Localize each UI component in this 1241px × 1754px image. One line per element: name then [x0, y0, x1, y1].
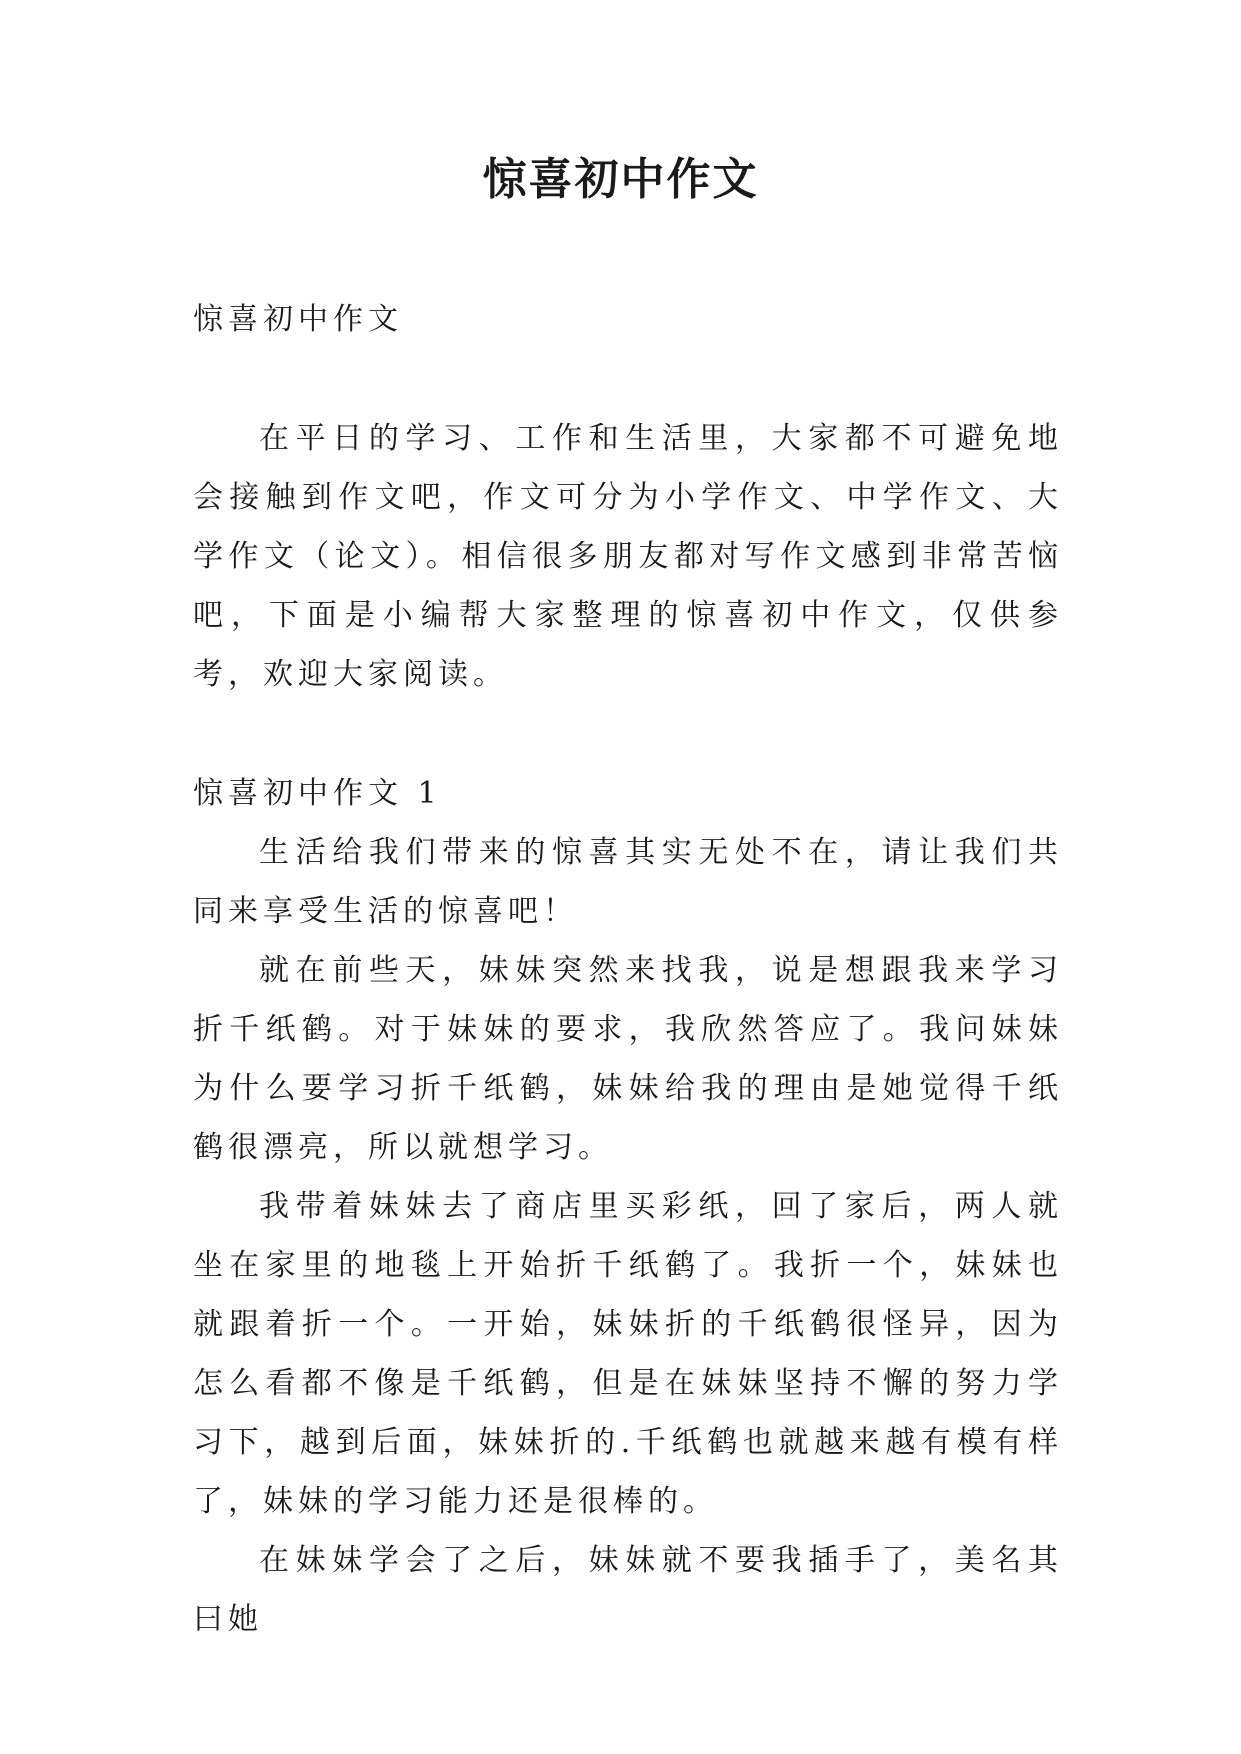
body-paragraph: 生活给我们带来的惊喜其实无处不在，请让我们共同来享受生活的惊喜吧！: [193, 835, 1063, 929]
section-heading: 惊喜初中作文 1: [193, 776, 442, 811]
body-paragraph: 在妹妹学会了之后，妹妹就不要我插手了，美名其曰她: [193, 1543, 1063, 1637]
intro-paragraph: 在平日的学习、工作和生活里，大家都不可避免地会接触到作文吧，作文可分为小学作文、中学作文、大学作文（论文）。相信很多朋友都对写作文感到非常苦恼吧，下面是小编帮大家整理的惊喜初中作文，仅供参考，欢迎大家阅读。: [193, 421, 1063, 692]
document-subtitle: 惊喜初中作文: [193, 302, 403, 337]
document-title: 惊喜初中作文: [482, 154, 759, 205]
body-paragraph: 我带着妹妹去了商店里买彩纸，回了家后，两人就坐在家里的地毯上开始折千纸鹤了。我折一个，妹妹也就跟着折一个。一开始，妹妹折的千纸鹤很怪异，因为怎么看都不像是千纸鹤，但是在妹妹坚持不懈的努力学习下，越到后面，妹妹折的.千纸鹤也就越来越有模有样了，妹妹的学习能力还是很棒的。: [193, 1189, 1063, 1519]
body-paragraph: 就在前些天，妹妹突然来找我，说是想跟我来学习折千纸鹤。对于妹妹的要求，我欣然答应了。我问妹妹为什么要学习折千纸鹤，妹妹给我的理由是她觉得千纸鹤很漂亮，所以就想学习。: [193, 953, 1063, 1165]
spacer: [193, 704, 1063, 764]
spacer: [193, 349, 1063, 409]
document-body: [193, 290, 1063, 1649]
